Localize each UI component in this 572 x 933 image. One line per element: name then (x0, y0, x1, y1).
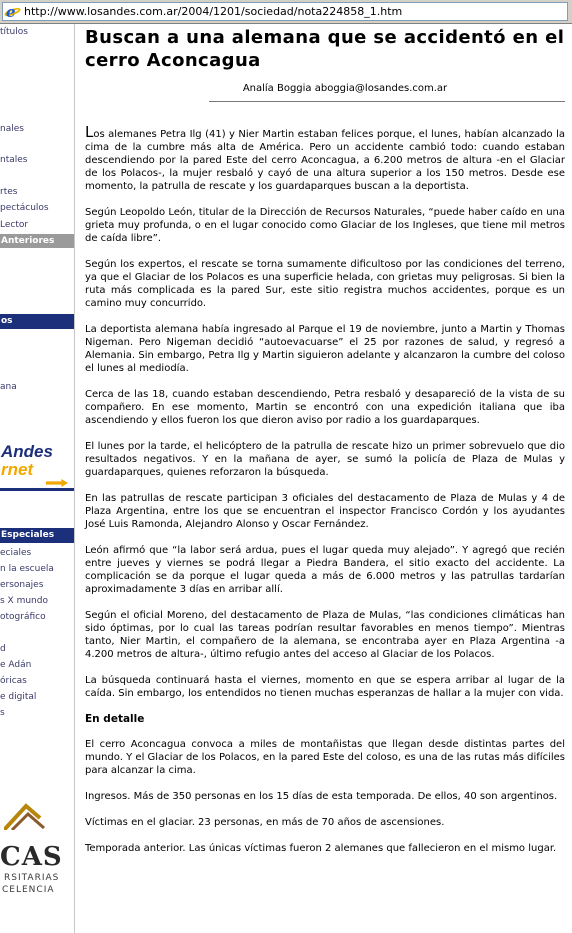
drop-cap: L (85, 123, 94, 141)
sidebar-link[interactable]: n la escuela (0, 564, 54, 574)
url-field[interactable] (2, 2, 568, 21)
article-paragraph: La búsqueda continuará hasta el viernes, momento en que se espera arribar al lugar de la caída. Sin embargo, los entendidos no tienen muchas esperanzas de hallar a la mujer con vida. (85, 675, 565, 699)
ucas-subtitle-1: RSITARIAS (4, 873, 60, 883)
sidebar-link[interactable]: d (0, 644, 6, 654)
sidebar-link[interactable]: ana (0, 382, 17, 392)
article-paragraph: Los alemanes Petra Ilg (41) y Nier Martin estaban felices porque, el lunes, habían alcanzado la cima de la cumbre más alta de América. Pero un accidente cambió todo: cuando estaban descendiendo por la pared Este del cerro Aconcagua, a 6.200 metros de altura -en el Glaciar de los Polacos-, la mujer resbaló y cayó de una altura superior a los 150 metros. Desde ese momento, la patrulla de rescate y los guardaparques buscan a la deportista. (85, 123, 565, 192)
sidebar-link[interactable]: títulos (0, 27, 28, 37)
sidebar-link[interactable]: pectáculos (0, 203, 49, 213)
sidebar-link[interactable]: eciales (0, 548, 32, 558)
anteriores-button[interactable]: Anteriores (0, 234, 75, 248)
url-text[interactable]: http://www.losandes.com.ar/2004/1201/sociedad/nota224858_1.htm (24, 5, 403, 18)
banner-underline (0, 488, 75, 491)
sidebar-link[interactable]: nales (0, 124, 24, 134)
article-paragraph: Según los expertos, el rescate se torna sumamente dificultoso por las condiciones del terreno, ya que el Glaciar de los Polacos es una superficie helada, con grietas muy peligrosas. Si bien la ruta más complicada es la pared Sur, este sitio registra muchos accidentes, porque es un camino muy concurrido. (85, 259, 565, 309)
ucas-logo-icon (4, 802, 54, 830)
sidebar-link[interactable]: otográfico (0, 612, 46, 622)
sidebar-link[interactable]: óricas (0, 676, 27, 686)
ucas-banner[interactable] (0, 802, 75, 912)
sidebar-link[interactable]: ntales (0, 155, 28, 165)
ucas-title: CAS (0, 842, 63, 872)
sidebar-link[interactable]: e Adán (0, 660, 32, 670)
sidebar-link[interactable]: e digital (0, 692, 37, 702)
banner-line1: Andes (1, 442, 53, 461)
sidebar-link[interactable]: rtes (0, 187, 18, 197)
arrow-icon (46, 479, 68, 487)
sidebar-link[interactable]: ersonajes (0, 580, 44, 590)
byline-divider (209, 101, 565, 102)
article-paragraph: La deportista alemana había ingresado al Parque el 19 de noviembre, junto a Martin y Thomas Nigeman. Pero Nigeman decidió “autoevacuarse” el 25 por razones de salud, y regresó a Alemania. Sin embargo, Petra Ilg y Martin siguieron adelante y alcanzaron la cumbre del coloso el lunes al mediodía. (85, 324, 565, 374)
detail-paragraph: Víctimas en el glaciar. 23 personas, en más de 70 años de ascensiones. (85, 817, 445, 828)
detail-paragraph: El cerro Aconcagua convoca a miles de montañistas que llegan desde distintas partes del mundo. Y el Glaciar de los Polacos, en la pared Este del coloso, es una de las rutas más difíciles para alcanzar la cima. (85, 739, 565, 776)
banner-line2: rnet (1, 460, 34, 479)
article-title: Buscan a una alemana que se accidentó en el cerro Aconcagua (85, 27, 565, 71)
andes-internet-banner[interactable] (0, 442, 75, 494)
sidebar-link[interactable]: s (0, 708, 5, 718)
article-paragraph: El lunes por la tarde, el helicóptero de la patrulla de rescate hizo un primer sobrevuelo que dio resultados negativos. Y en la mañana de ayer, se sumó la policía de Plaza de Mulas y guardaparques, quienes reforzaron la búsqueda. (85, 441, 565, 478)
left-sidebar (0, 24, 75, 933)
article-byline: Analía Boggia aboggia@losandes.com.ar (242, 83, 448, 94)
article-paragraph: En las patrullas de rescate participan 3 oficiales del destacamento de Plaza de Mulas y 4 de Plaza Argentina, entre los que se encuentran el inspector Francisco Cordón y los ayudantes José Luis Ramonda, Alejandro Alonso y Oscar Fernández. (85, 493, 565, 530)
article-paragraph: Según el oficial Moreno, del destacamento de Plaza de Mulas, “las condiciones climáticas han sido óptimas, por lo cual las tareas podrían resultar favorables en menos tiempo”. Mientras tanto, Nier Martin, el compañero de la alemana, se encontraba ayer en Plaza Argentina -a 4.200 metros de altura-, último refugio antes del acceso al Glaciar de los Polacos. (85, 610, 565, 660)
address-bar (0, 0, 572, 24)
ucas-subtitle-2: CELENCIA (2, 885, 55, 895)
detail-paragraph: Temporada anterior. Las únicas víctimas fueron 2 alemanes que fallecieron en el mismo lugar. (85, 843, 557, 854)
ie-icon: e (6, 5, 20, 19)
article-paragraph: Cerca de las 18, cuando estaban descendiendo, Petra resbaló y desapareció de la vista de su compañero. En ese momento, Martin se encontró con una expedición italiana que iba ascendiendo y ellos fueron los que dieron aviso por radio a los guardaparques. (85, 389, 565, 426)
sidebar-section-header: os (0, 314, 75, 329)
article-paragraph: Según Leopoldo León, titular de la Dirección de Recursos Naturales, “puede haber caído en una grieta muy profunda, o en el lugar conocido como Glaciar de los Ingleses, que tiene mil metros de caída libre”. (85, 207, 565, 244)
article-paragraph: León afirmó que “la labor será ardua, pues el lugar queda muy alejado”. Y agregó que recién entre jueves y viernes se podrá llegar a Piedra Bandera, el sitio exacto del accidente. La complicación se da porque el lugar queda a más de 6.000 metros y las patrullas tardarían aproximadamente 3 días en arribar allí. (85, 545, 565, 595)
article (85, 24, 565, 868)
especiales-header: Especiales (0, 528, 75, 543)
sidebar-link[interactable]: Lector (0, 220, 29, 230)
sidebar-link[interactable]: s X mundo (0, 596, 48, 606)
detail-heading: En detalle (85, 713, 145, 725)
detail-paragraph: Ingresos. Más de 350 personas en los 15 días de esta temporada. De ellos, 40 son argentinos. (85, 791, 558, 802)
